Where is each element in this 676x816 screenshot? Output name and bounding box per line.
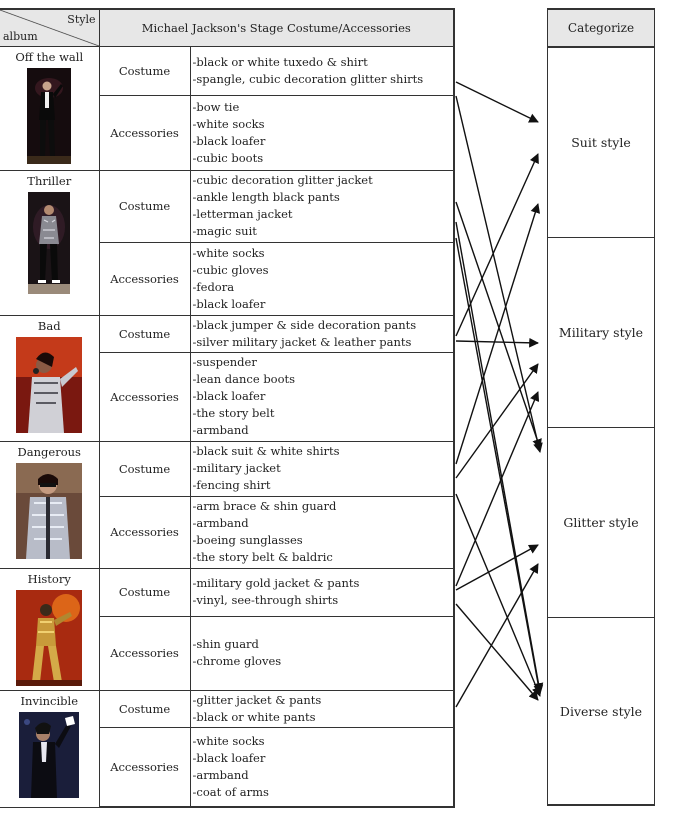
- list-item: -white socks: [192, 245, 265, 260]
- costume-label: Costume: [99, 315, 190, 352]
- list-item: -cubic gloves: [192, 262, 269, 277]
- list-item: -glitter jacket & pants: [192, 692, 322, 707]
- list-item: -shin guard: [192, 637, 259, 651]
- list-item: -chrome gloves: [192, 654, 282, 668]
- list-item: -fencing shirt: [192, 478, 271, 492]
- album-name: Bad: [37, 318, 61, 333]
- list-item: -coat of arms: [192, 784, 269, 799]
- list-item: -black loafer: [192, 750, 266, 765]
- list-item: -the story belt: [192, 406, 275, 420]
- costume-label: Costume: [99, 690, 190, 727]
- costume-label: Costume: [99, 441, 190, 496]
- list-item: -white socks: [192, 733, 265, 748]
- accessories-label: Accessories: [99, 352, 190, 441]
- costume-label: Costume: [99, 170, 190, 242]
- list-item: -boeing sunglasses: [192, 533, 303, 547]
- list-item: -bow tie: [192, 99, 240, 114]
- list-item: -white socks: [192, 116, 265, 131]
- arrow: [456, 494, 540, 696]
- category-military-style: Military style: [548, 238, 654, 428]
- list-item: -black suit & white shirts: [192, 444, 340, 458]
- category-glitter-style: Glitter style: [548, 428, 654, 618]
- album-name: History: [27, 571, 71, 586]
- accessories-label: Accessories: [99, 616, 190, 690]
- list-item: -silver military jacket & leather pants: [192, 334, 412, 349]
- costume-label: Costume: [99, 568, 190, 616]
- list-item: -black loafer: [192, 133, 266, 148]
- list-item: -armband: [192, 767, 249, 782]
- album-name: Invincible: [20, 693, 78, 708]
- list-item: -lean dance boots: [192, 372, 296, 386]
- list-item: -black loafer: [192, 296, 266, 311]
- list-item: -black or white tuxedo & shirt: [192, 54, 368, 69]
- main-title: Michael Jackson's Stage Costume/Accessories: [99, 9, 454, 46]
- style-header-label: Style: [67, 13, 96, 26]
- arrow: [456, 341, 538, 343]
- list-item: -armband: [192, 423, 249, 437]
- arrow: [456, 545, 538, 590]
- list-item: -military jacket: [192, 461, 281, 475]
- list-item: -the story belt & baldric: [192, 550, 333, 564]
- list-item: -fedora: [192, 279, 235, 294]
- list-item: -cubic boots: [192, 150, 264, 165]
- categorize-header: Categorize: [548, 10, 654, 48]
- list-item: -black loafer: [192, 389, 266, 403]
- list-item: -ankle length black pants: [192, 190, 340, 204]
- list-item: -vinyl, see-through shirts: [192, 593, 339, 607]
- list-item: -spangle, cubic decoration glitter shirts: [192, 71, 424, 86]
- arrow: [456, 82, 538, 122]
- list-item: -cubic decoration glitter jacket: [192, 173, 373, 187]
- accessories-label: Accessories: [99, 242, 190, 315]
- arrow: [456, 204, 538, 464]
- album-name: Off the wall: [15, 49, 84, 64]
- album-name: Thriller: [27, 173, 72, 188]
- album-name: Dangerous: [17, 444, 81, 459]
- list-item: -letterman jacket: [192, 207, 293, 221]
- album-header-label: album: [3, 29, 38, 43]
- arrow: [456, 96, 540, 452]
- category-suit-style: Suit style: [548, 48, 654, 238]
- category-diverse-style: Diverse style: [559, 703, 643, 719]
- arrow: [456, 222, 540, 692]
- list-item: -magic suit: [192, 224, 257, 238]
- costume-label: Costume: [99, 46, 190, 95]
- list-item: -black jumper & side decoration pants: [192, 317, 417, 332]
- accessories-label: Accessories: [99, 496, 190, 568]
- accessories-label: Accessories: [99, 95, 190, 170]
- list-item: -military gold jacket & pants: [192, 576, 360, 590]
- list-item: -black or white pants: [192, 709, 316, 724]
- list-item: -suspender: [192, 355, 257, 369]
- list-item: -arm brace & shin guard: [192, 499, 337, 513]
- list-item: -armband: [192, 516, 249, 530]
- accessories-label: Accessories: [99, 727, 190, 807]
